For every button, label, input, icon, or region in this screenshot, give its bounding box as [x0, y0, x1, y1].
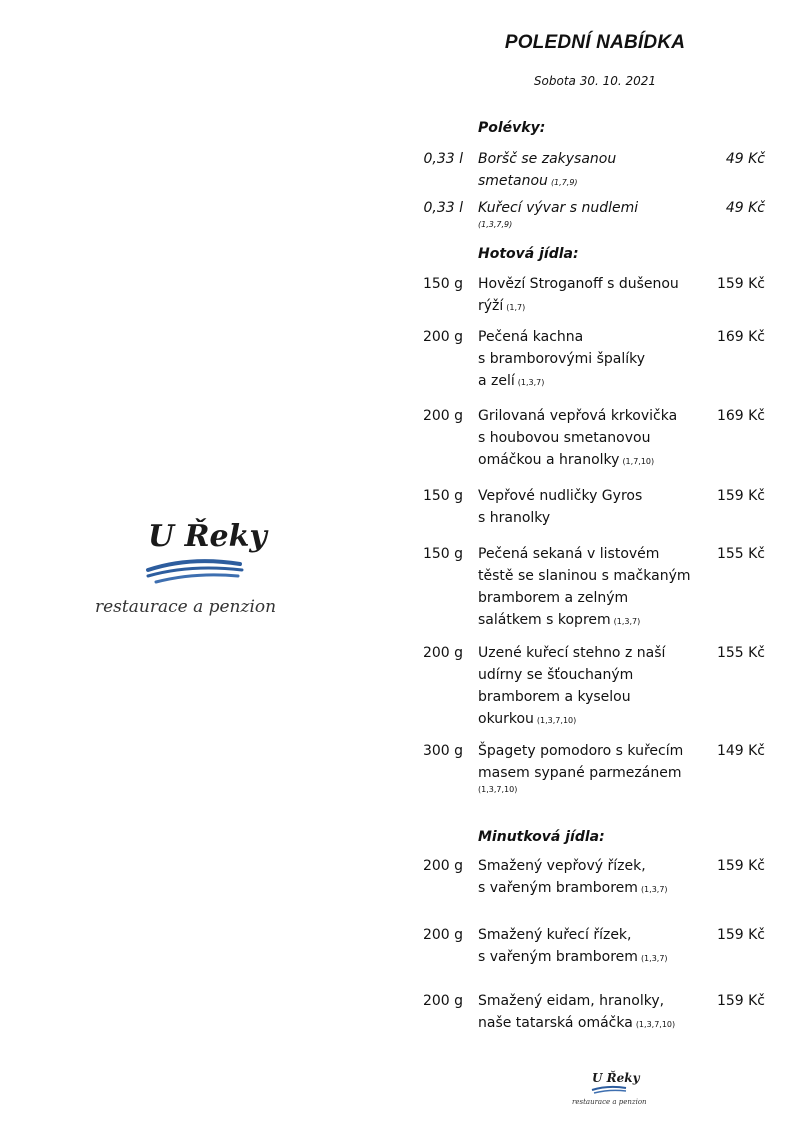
footer-logo-name: U Řeky [592, 1071, 640, 1085]
footer-logo [568, 1066, 648, 1108]
item-name-line: Smažený kuřecí řízek, [478, 927, 632, 943]
logo-subtitle: restaurace a penzion [95, 597, 277, 617]
item-name-line: Uzené kuřecí stehno z naší [478, 645, 666, 661]
section-title: Hotová jídla: [478, 246, 579, 262]
item-price: 169 Kč [716, 408, 765, 424]
item-name-line: smetanou [478, 173, 548, 189]
item-allergens: (1,7,9) [550, 178, 578, 187]
item-name-line: těstě se slaninou s mačkaným [478, 568, 691, 584]
item-quantity: 150 g [422, 546, 463, 562]
item-name-line: s bramborovými špalíky [478, 351, 646, 367]
item-name [478, 924, 710, 970]
page-title: POLEDNÍ NABÍDKA [504, 32, 686, 53]
item-quantity: 0,33 l [423, 151, 463, 167]
item-quantity: 200 g [422, 993, 463, 1009]
item-name-line: s vařeným bramborem [478, 880, 638, 896]
item-name-line: Hovězí Stroganoff s dušenou [478, 276, 679, 292]
item-quantity: 200 g [422, 408, 463, 424]
item-quantity: 200 g [422, 329, 463, 345]
section-title: Minutková jídla: [478, 829, 605, 845]
item-quantity: 150 g [422, 276, 463, 292]
item-allergens: (1,7,10) [622, 457, 655, 466]
item-name-line: omáčkou a hranolky [478, 452, 620, 468]
item-name [478, 485, 710, 529]
item-name-line: Smažený vepřový řízek, [478, 858, 646, 874]
item-name [478, 990, 710, 1036]
item-name-line: s vařeným bramborem [478, 949, 638, 965]
item-quantity: 200 g [422, 645, 463, 661]
item-price: 169 Kč [716, 329, 765, 345]
item-name-line: naše tatarská omáčka [478, 1015, 633, 1031]
item-name [478, 405, 710, 473]
item-price: 159 Kč [716, 276, 765, 292]
restaurant-logo [90, 508, 305, 620]
item-price: 155 Kč [716, 546, 765, 562]
item-allergens: (1,3,7) [640, 954, 668, 963]
item-name-line: s houbovou smetanovou [478, 430, 651, 446]
item-allergens: (1,3,7) [640, 885, 668, 894]
item-allergens: (1,7) [506, 303, 526, 312]
item-name-line: salátkem s koprem [478, 612, 611, 628]
item-price: 155 Kč [716, 645, 765, 661]
item-price: 49 Kč [725, 151, 765, 167]
item-name [478, 855, 710, 901]
item-name [478, 326, 710, 394]
item-name [478, 740, 710, 796]
item-name-line: s hranolky [478, 510, 551, 526]
item-name [478, 543, 710, 633]
item-allergens: (1,3,7,9) [478, 220, 513, 229]
item-name-line: Kuřecí vývar s nudlemi [478, 200, 639, 216]
item-allergens: (1,3,7,10) [635, 1020, 676, 1029]
item-allergens: (1,3,7,10) [478, 785, 518, 794]
item-name [478, 273, 710, 319]
logo-name: U Řeky [148, 519, 267, 554]
item-quantity: 200 g [422, 927, 463, 943]
item-name [478, 642, 710, 732]
item-name [478, 197, 710, 231]
item-name-line: bramborem a zelným [478, 590, 629, 606]
footer-wave-icon [568, 1066, 648, 1108]
item-price: 159 Kč [716, 927, 765, 943]
footer-logo-subtitle: restaurace a penzion [572, 1098, 647, 1106]
item-quantity: 0,33 l [423, 200, 463, 216]
item-quantity: 300 g [422, 743, 463, 759]
item-price: 49 Kč [725, 200, 765, 216]
item-name-line: rýží [478, 298, 504, 314]
item-price: 149 Kč [716, 743, 765, 759]
item-name-line: Vepřové nudličky Gyros [478, 488, 643, 504]
item-name-line: Smažený eidam, hranolky, [478, 993, 665, 1009]
item-name-line: Boršč se zakysanou [478, 151, 617, 167]
item-name-line: bramborem a kyselou [478, 689, 631, 705]
item-quantity: 200 g [422, 858, 463, 874]
item-name [478, 148, 710, 194]
item-price: 159 Kč [716, 993, 765, 1009]
item-name-line: Grilovaná vepřová krkovička [478, 408, 678, 424]
item-name-line: Špagety pomodoro s kuřecím [478, 743, 684, 759]
item-name-line: udírny se šťouchaným [478, 667, 634, 683]
item-allergens: (1,3,7,10) [536, 716, 577, 725]
item-name-line: Pečená sekaná v listovém [478, 546, 660, 562]
menu-date: Sobota 30. 10. 2021 [533, 74, 657, 88]
item-name-line: a zelí [478, 373, 515, 389]
item-price: 159 Kč [716, 488, 765, 504]
item-name-line: okurkou [478, 711, 534, 727]
item-allergens: (1,3,7) [517, 378, 545, 387]
section-title: Polévky: [478, 120, 546, 136]
item-name-line: masem sypané parmezánem [478, 765, 682, 781]
item-quantity: 150 g [422, 488, 463, 504]
item-allergens: (1,3,7) [613, 617, 641, 626]
item-name-line: Pečená kachna [478, 329, 584, 345]
logo-wave-icon [90, 508, 305, 620]
item-price: 159 Kč [716, 858, 765, 874]
